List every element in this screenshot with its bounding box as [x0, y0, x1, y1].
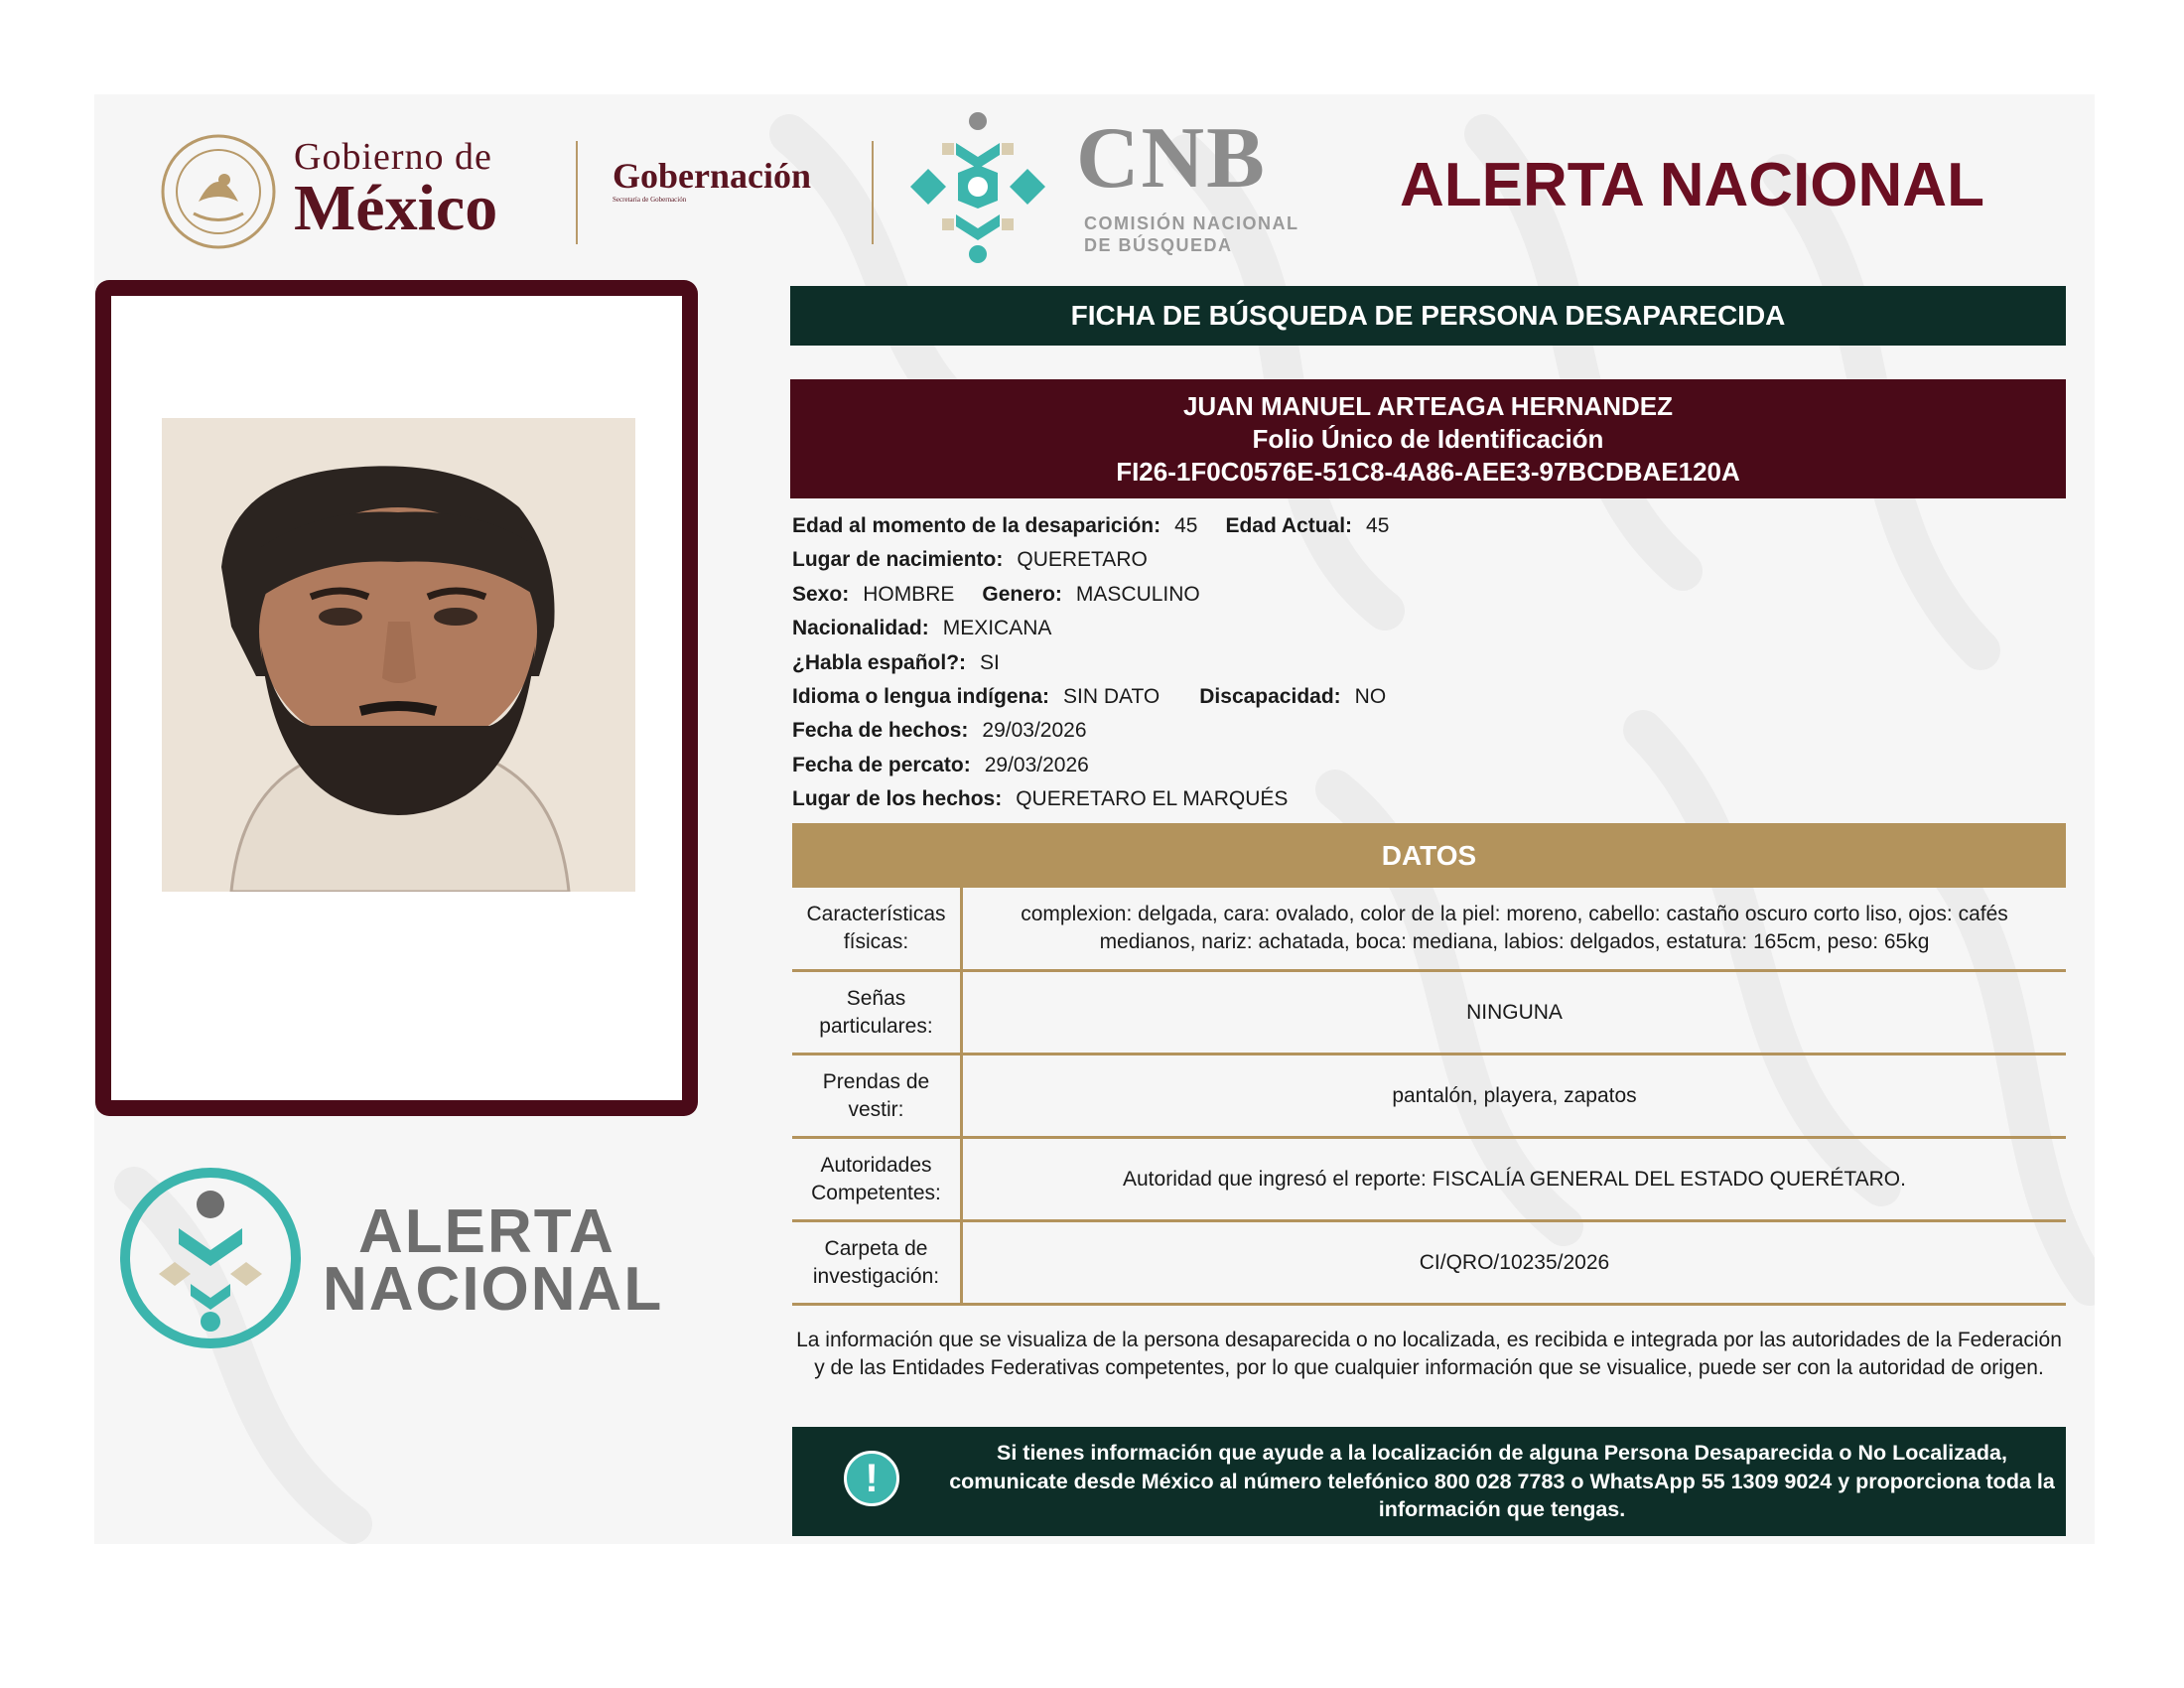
field-row: [792, 509, 2068, 543]
gobierno-de-mexico-logo: [294, 136, 498, 244]
datos-header: DATOS: [792, 823, 2066, 888]
person-photo-image: [162, 418, 635, 892]
datos-row: [792, 1055, 2066, 1139]
fecha-hechos-value: 29/03/2026: [982, 719, 1087, 743]
header-divider: [872, 141, 874, 244]
field-row: [792, 680, 2068, 714]
lugar-hechos-label: Lugar de los hechos:: [792, 787, 1003, 811]
person-photo: [162, 418, 635, 892]
cnb-subtitle-line1: COMISIÓN NACIONAL: [1084, 213, 1299, 233]
genero-value: MASCULINO: [1075, 582, 1200, 606]
field-row: [792, 543, 2068, 577]
edad-desaparicion-label: Edad al momento de la desaparición:: [792, 514, 1161, 537]
field-row: [792, 782, 2068, 816]
datos-row-label: Señas particulares:: [792, 972, 963, 1053]
idioma-value: SIN DATO: [1063, 684, 1160, 708]
gobernacion-subtitle: Secretaría de Gobernación: [613, 196, 687, 204]
fecha-hechos-label: Fecha de hechos:: [792, 719, 969, 743]
folio-value: FI26-1F0C0576E-51C8-4A86-AEE3-97BCDBAE120A: [1116, 456, 1740, 487]
datos-row: [792, 888, 2066, 972]
datos-row-value: CI/QRO/10235/2026: [1419, 1250, 1610, 1274]
fecha-percato-label: Fecha de percato:: [792, 753, 971, 776]
datos-row-label: Carpeta de investigación:: [792, 1222, 963, 1303]
edad-actual-value: 45: [1366, 514, 1390, 537]
edad-desaparicion-value: 45: [1174, 514, 1198, 537]
alerta-nacional-logo-icon: [119, 1167, 303, 1350]
datos-row: [792, 1222, 2066, 1306]
datos-row-value: complexion: delgada, cara: ovalado, color de la piel: moreno, cabello: castaño oscuro corto liso, ojos: cafés medianos, nariz: achatada, boca: mediana, labios: delgados, estatura: 165cm, peso: 65kg: [1021, 903, 2008, 953]
person-fields: [792, 509, 2068, 817]
contact-message: Si tienes información que ayude a la localización de alguna Persona Desaparecida o No Localizada, comunicate desde México al número telefónico 800 028 7783 o WhatsApp 55 1309 9024 y proporciona toda la información que tengas.: [949, 1441, 2055, 1521]
field-row: [792, 578, 2068, 612]
datos-row-label: Autoridades Competentes:: [792, 1139, 963, 1219]
gobierno-line2: México: [294, 172, 498, 244]
disclaimer-text: La información que se visualiza de la persona desaparecida o no localizada, es recibida e integrada por las autoridades de la Federación y de las Entidades Federativas competentes, por lo que cualquier información que se visualice, puede ser con la autoridad de origen.: [796, 1329, 2062, 1379]
datos-table: [792, 888, 2066, 1306]
logo-line1: ALERTA: [358, 1197, 615, 1266]
folio-label: Folio Único de Identificación: [1252, 423, 1604, 454]
ficha-title: FICHA DE BÚSQUEDA DE PERSONA DESAPARECIDA: [790, 286, 2066, 346]
nacionalidad-value: MEXICANA: [942, 617, 1052, 640]
cnb-subtitle: [1084, 212, 1299, 256]
logo-line2: NACIONAL: [323, 1255, 664, 1324]
discapacidad-label: Discapacidad:: [1199, 684, 1341, 708]
person-name: JUAN MANUEL ARTEAGA HERNANDEZ: [1182, 390, 1674, 421]
datos-row: [792, 1139, 2066, 1222]
datos-row-value: NINGUNA: [1466, 1000, 1563, 1024]
edad-actual-label: Edad Actual:: [1225, 514, 1353, 537]
gobernacion-title: Gobernación: [613, 156, 812, 196]
gobierno-line1: Gobierno de: [294, 136, 492, 178]
datos-row-label: Prendas de vestir:: [792, 1055, 963, 1136]
lugar-hechos-value: QUERETARO EL MARQUÉS: [1016, 787, 1289, 811]
nacionalidad-label: Nacionalidad:: [792, 617, 929, 640]
cnb-title: CNB: [1076, 110, 1267, 207]
datos-row-value: Autoridad que ingresó el reporte: FISCALÍA GENERAL DEL ESTADO QUERÉTARO.: [1123, 1167, 1906, 1191]
habla-espanol-label: ¿Habla español?:: [792, 650, 967, 674]
datos-row: [792, 972, 2066, 1055]
mexico-seal-icon: [159, 132, 278, 251]
field-row: [792, 612, 2068, 645]
cnb-subtitle-line2: DE BÚSQUEDA: [1084, 235, 1233, 255]
idioma-label: Idioma o lengua indígena:: [792, 684, 1050, 708]
genero-label: Genero:: [982, 582, 1062, 606]
gobernacion-logo: [613, 157, 811, 205]
alerta-nacional-logo-text: [323, 1197, 664, 1324]
alerta-nacional-title: ALERTA NACIONAL: [1400, 151, 1984, 219]
contact-banner: [792, 1427, 2066, 1536]
field-row: [792, 714, 2068, 748]
discapacidad-value: NO: [1354, 684, 1387, 708]
cnb-logo-icon: [898, 107, 1057, 266]
lugar-nacimiento-label: Lugar de nacimiento:: [792, 548, 1004, 572]
datos-row-label: Características físicas:: [792, 888, 963, 969]
exclamation-icon: !: [844, 1451, 899, 1506]
habla-espanol-value: SI: [980, 650, 1000, 674]
field-row: [792, 646, 2068, 680]
lugar-nacimiento-value: QUERETARO: [1017, 548, 1148, 572]
fecha-percato-value: 29/03/2026: [984, 753, 1089, 776]
sexo-label: Sexo:: [792, 582, 850, 606]
field-row: [792, 749, 2068, 782]
sexo-value: HOMBRE: [863, 582, 955, 606]
datos-row-value: pantalón, playera, zapatos: [1392, 1083, 1637, 1107]
identity-banner: [790, 379, 2066, 498]
header-divider: [576, 141, 578, 244]
